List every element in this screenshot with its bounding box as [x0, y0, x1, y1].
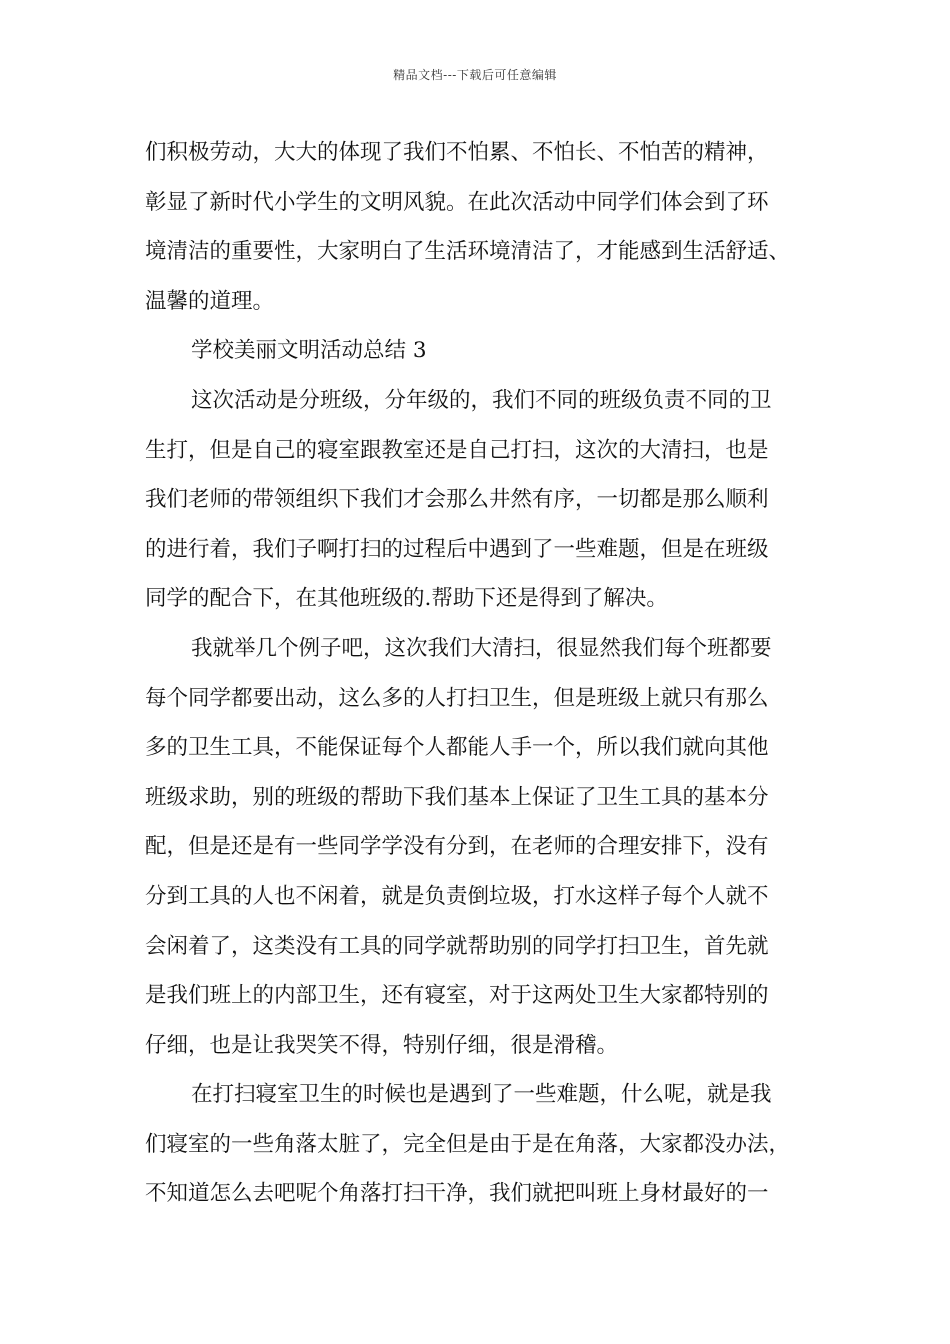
text-line: 每个同学都要出动，这么多的人打扫卫生，但是班级上就只有那么 [145, 685, 769, 711]
text-line: 温馨的道理。 [145, 288, 275, 314]
text-line: 的进行着，我们子啊打扫的过程后中遇到了一些难题，但是在班级 [145, 536, 769, 562]
text-line: 彰显了新时代小学生的文明风貌。在此次活动中同学们体会到了环 [145, 189, 769, 215]
page-header: 精品文档---下载后可任意编辑 [393, 68, 557, 82]
text-line: 分到工具的人也不闲着，就是负责倒垃圾，打水这样子每个人就不 [145, 883, 769, 909]
text-line: 在打扫寝室卫生的时候也是遇到了一些难题，什么呢，就是我 [191, 1082, 772, 1108]
section-heading: 学校美丽文明活动总结 3 [191, 338, 427, 364]
text-line: 这次活动是分班级，分年级的，我们不同的班级负责不同的卫 [191, 387, 772, 413]
text-line: 班级求助，别的班级的帮助下我们基本上保证了卫生工具的基本分 [145, 784, 769, 810]
text-line: 多的卫生工具，不能保证每个人都能人手一个，所以我们就向其他 [145, 735, 769, 761]
text-line: 会闲着了，这类没有工具的同学就帮助别的同学打扫卫生，首先就 [145, 933, 769, 959]
text-line: 不知道怎么去吧呢个角落打扫干净，我们就把叫班上身材最好的一 [145, 1181, 769, 1207]
document-body [145, 128, 810, 1219]
text-line: 们寝室的一些角落太脏了，完全但是由于是在角落，大家都没办法， [145, 1131, 791, 1157]
text-line: 生打，但是自己的寝室跟教室还是自己打扫，这次的大清扫，也是 [145, 437, 769, 463]
text-line: 们积极劳动，大大的体现了我们不怕累、不怕长、不怕苦的精神， [145, 140, 769, 165]
text-line: 是我们班上的内部卫生，还有寝室，对于这两处卫生大家都特别的 [145, 983, 769, 1009]
text-line: 我就举几个例子吧，这次我们大清扫，很显然我们每个班都要 [191, 635, 772, 661]
text-line: 同学的配合下，在其他班级的.帮助下还是得到了解决。 [145, 586, 668, 612]
text-line: 仔细，也是让我哭笑不得，特别仔细，很是滑稽。 [145, 1032, 619, 1058]
text-line: 配，但是还是有一些同学学没有分到，在老师的合理安排下，没有 [145, 834, 769, 860]
text-line: 境清洁的重要性，大家明白了生活环境清洁了，才能感到生活舒适、 [145, 239, 791, 265]
text-line: 我们老师的带领组织下我们才会那么井然有序，一切都是那么顺利 [145, 487, 769, 513]
